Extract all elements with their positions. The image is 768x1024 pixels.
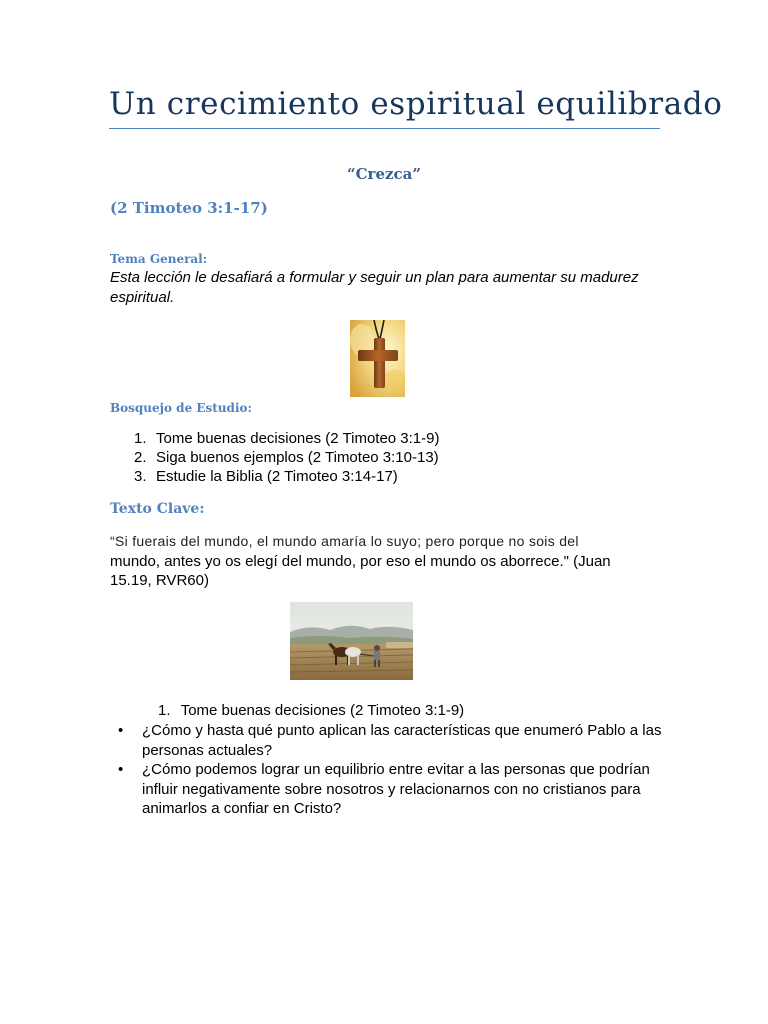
key-verse-line-2: mundo, antes yo os elegí del mundo, por eso el mundo os aborrece." (Juan xyxy=(110,553,611,570)
list-number: 3. xyxy=(134,468,147,485)
plowing-field-image xyxy=(290,602,413,680)
title-underline xyxy=(109,128,660,129)
list-item-text: Tome buenas decisiones (2 Timoteo 3:1-9) xyxy=(156,430,440,447)
list-item-text: Estudie la Biblia (2 Timoteo 3:14-17) xyxy=(156,468,398,485)
key-verse-line-1: “Si fuerais del mundo, el mundo amaría lo suyo; pero porque no sois del xyxy=(110,533,579,549)
list-number: 1. xyxy=(134,430,147,447)
list-number: 2. xyxy=(134,449,147,466)
document-title: Un crecimiento espiritual equilibrado xyxy=(109,86,723,122)
section-heading xyxy=(158,701,464,720)
tema-text: Esta lección le desafiará a formular y seguir un plan para aumentar su madurez espiritual. xyxy=(110,269,639,306)
list-item-text: Siga buenos ejemplos (2 Timoteo 3:10-13) xyxy=(156,449,439,466)
subtitle: “Crezca” xyxy=(346,165,421,183)
section-title: Tome buenas decisiones (2 Timoteo 3:1-9) xyxy=(180,702,465,719)
cross-pendant-image xyxy=(350,320,405,397)
list-item xyxy=(134,429,439,448)
bosquejo-list xyxy=(134,429,439,486)
texto-clave-heading: Texto Clave: xyxy=(110,501,205,517)
list-item xyxy=(134,467,439,486)
question-item: • ¿Cómo podemos lograr un equilibrio entre evitar a las personas que podrían influir negativamente sobre nosotros y relacionarnos con no cristianos para animarlos a confiar en Cristo? xyxy=(116,760,676,819)
question-list xyxy=(116,721,676,819)
scripture-reference: (2 Timoteo 3:1-17) xyxy=(110,199,268,217)
tema-heading: Tema General: xyxy=(110,252,208,266)
question-item: • ¿Cómo y hasta qué punto aplican las características que enumeró Pablo a las personas actuales? xyxy=(116,721,676,760)
key-verse-line-3: 15.19, RVR60) xyxy=(110,572,209,589)
bosquejo-heading: Bosquejo de Estudio: xyxy=(110,401,252,415)
list-item xyxy=(134,448,439,467)
section-number: 1. xyxy=(158,702,171,719)
